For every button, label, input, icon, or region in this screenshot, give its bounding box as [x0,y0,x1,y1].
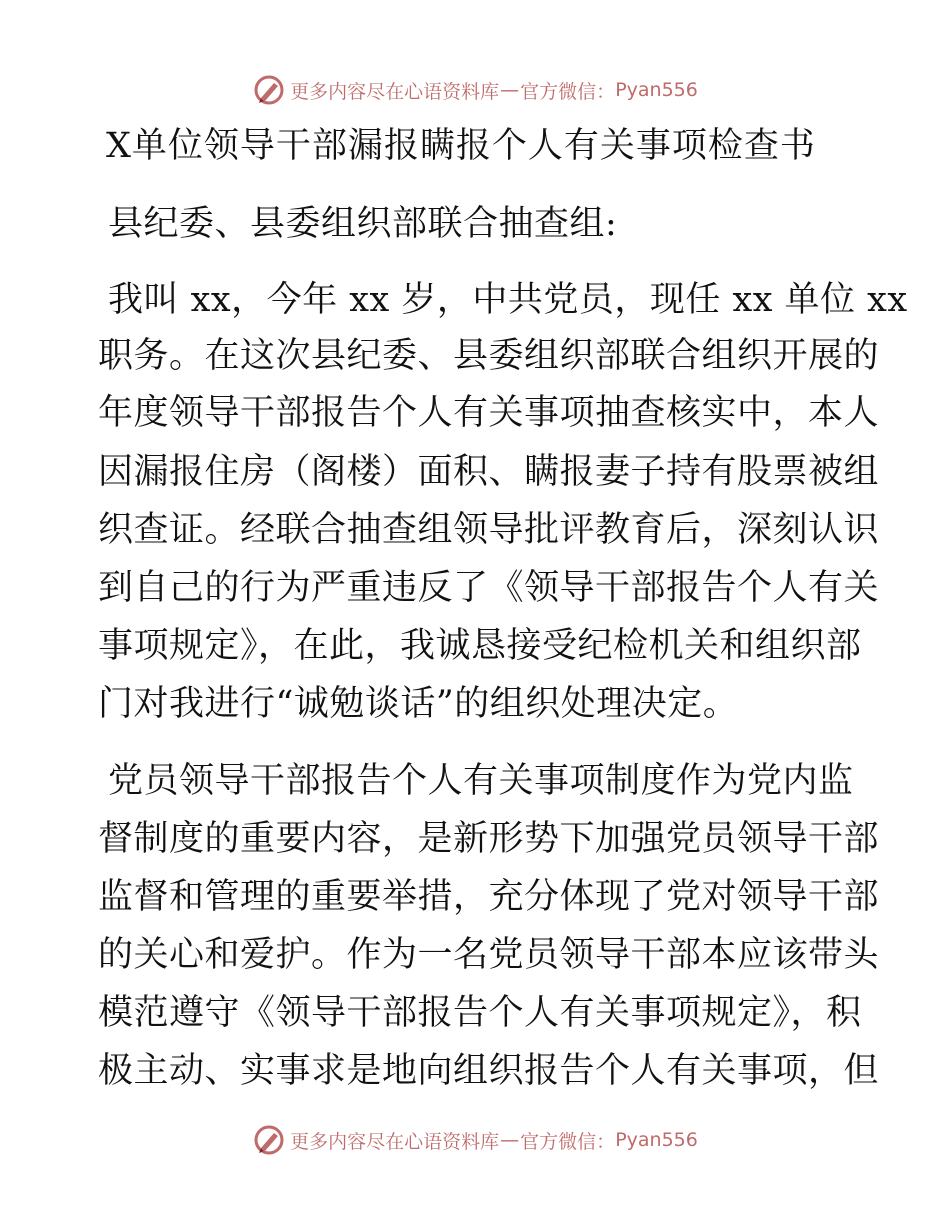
paragraph-line: 我叫 xx，今年 xx 岁，中共党员，现任 xx 单位 xx [108,280,908,320]
watermark-official-label: 官方微信： [520,80,616,103]
watermark-official-label: 官方微信： [520,1130,616,1153]
watermark-account: Pyan556 [615,79,698,101]
paragraph-line: 监督和管理的重要举措，充分体现了党对领导干部 [98,877,880,917]
paragraph-line: 职务。在这次县纪委、县委组织部联合组织开展的 [98,336,880,376]
watermark-account: Pyan556 [615,1129,698,1151]
watermark-separator: — [500,1129,520,1151]
pen-logo-icon [252,1123,286,1157]
watermark-text: 更多内容尽在心语资料库 [290,1130,500,1153]
document-title: X单位领导干部漏报瞒报个人有关事项检查书 [106,126,816,166]
watermark-footer [0,1120,950,1160]
watermark-text: 更多内容尽在心语资料库 [290,80,500,103]
paragraph-line: 的关心和爱护。作为一名党员领导干部本应该带头 [98,935,880,975]
paragraph-line: 到自己的行为严重违反了《领导干部报告个人有关 [98,568,880,608]
pen-logo-icon [252,73,286,107]
paragraph-line: 因漏报住房（阁楼）面积、瞒报妻子持有股票被组 [98,452,880,492]
paragraph-line: 年度领导干部报告个人有关事项抽查核实中，本人 [98,393,880,433]
paragraph-line: 党员领导干部报告个人有关事项制度作为党内监 [108,761,854,801]
salutation: 县纪委、县委组织部联合抽查组: [108,204,618,244]
watermark-separator: — [500,79,520,101]
paragraph-line: 极主动、实事求是地向组织报告个人有关事项，但 [98,1051,880,1091]
watermark-header [0,70,950,110]
paragraph-line: 督制度的重要内容，是新形势下加强党员领导干部 [98,819,880,859]
paragraph-line: 模范遵守《领导干部报告个人有关事项规定》，积 [98,993,862,1033]
paragraph-line: 织查证。经联合抽查组领导批评教育后，深刻认识 [98,510,880,550]
paragraph-line: 门对我进行“诚勉谈话”的组织处理决定。 [98,684,739,724]
paragraph-line: 事项规定》，在此，我诚恳接受纪检机关和组织部 [98,626,862,666]
